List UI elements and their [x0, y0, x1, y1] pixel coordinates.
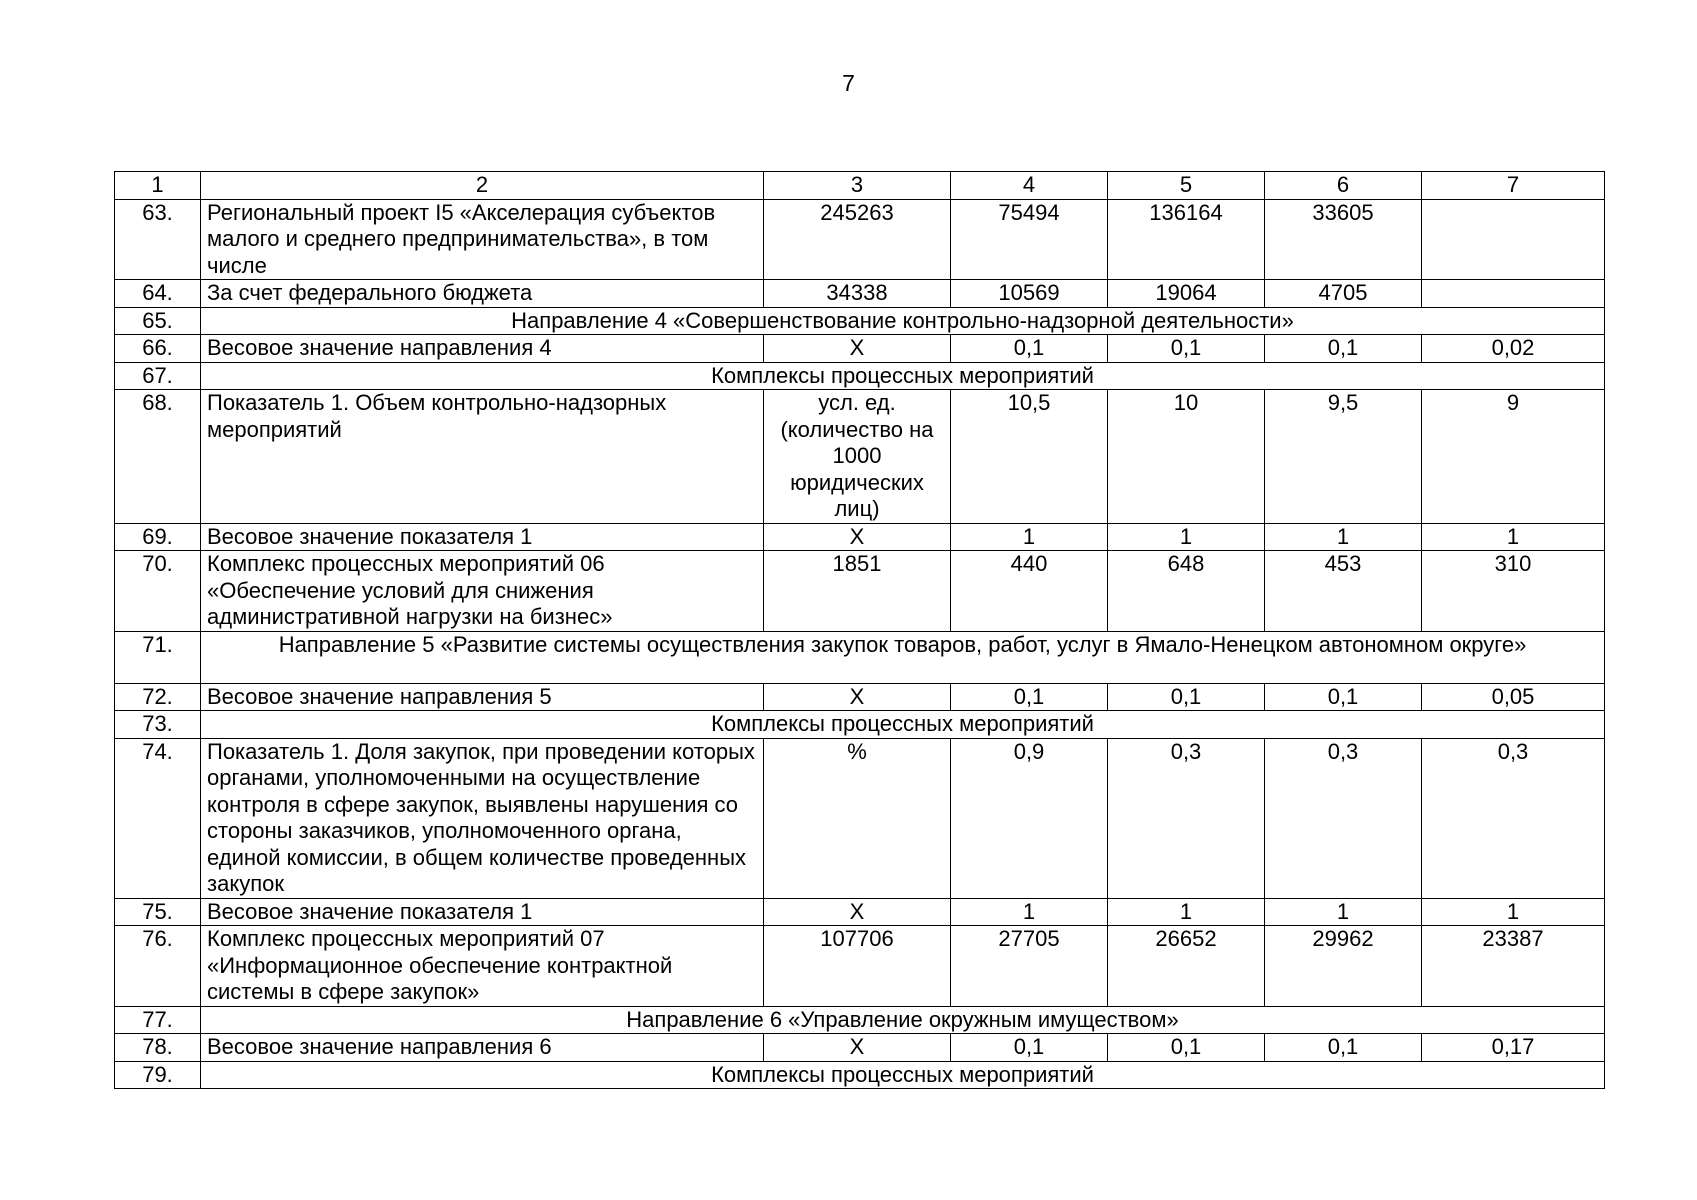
table-row [115, 199, 1605, 280]
section-title: Направление 6 «Управление окружным имуществом» [201, 1006, 1605, 1034]
row-label: Комплекс процессных мероприятий 07 «Информационное обеспечение контрактной системы в сфере закупок» [201, 926, 764, 1007]
section-row [115, 711, 1605, 739]
row-label: Показатель 1. Доля закупок, при проведении которых органами, уполномоченными на осуществление контроля в сфере закупок, выявлены нарушения со стороны заказчиков, уполномоченного органа, единой комиссии, в общем количестве проведенных закупок [201, 738, 764, 898]
value-cell: Х [764, 1034, 951, 1062]
table-row [115, 390, 1605, 524]
header-cell: 4 [951, 172, 1108, 200]
value-cell: 0,1 [1265, 683, 1422, 711]
row-label: Региональный проект I5 «Акселерация субъектов малого и среднего предпринимательства», в том числе [201, 199, 764, 280]
value-cell: 1 [1265, 898, 1422, 926]
section-title: Направление 5 «Развитие системы осуществления закупок товаров, работ, услуг в Ямало-Ненецком автономном округе» [201, 631, 1605, 683]
value-cell: 1 [1108, 898, 1265, 926]
value-cell: 0,1 [951, 335, 1108, 363]
table-row [115, 738, 1605, 898]
value-cell: 1851 [764, 551, 951, 632]
data-table [114, 171, 1605, 1089]
section-title: Направление 4 «Совершенствование контрольно-надзорной деятельности» [201, 307, 1605, 335]
value-cell: % [764, 738, 951, 898]
row-number: 69. [115, 523, 201, 551]
value-cell: 648 [1108, 551, 1265, 632]
value-cell: усл. ед. (количество на 1000 юридических лиц) [764, 390, 951, 524]
value-cell: 26652 [1108, 926, 1265, 1007]
table-row [115, 926, 1605, 1007]
value-cell: 1 [951, 523, 1108, 551]
value-cell: 310 [1422, 551, 1605, 632]
value-cell: 19064 [1108, 280, 1265, 308]
value-cell: 10569 [951, 280, 1108, 308]
table-row [115, 335, 1605, 363]
section-row [115, 307, 1605, 335]
header-cell: 5 [1108, 172, 1265, 200]
section-row [115, 362, 1605, 390]
row-number: 65. [115, 307, 201, 335]
row-number: 75. [115, 898, 201, 926]
page-number: 7 [842, 70, 855, 96]
value-cell: 1 [1265, 523, 1422, 551]
value-cell: 0,1 [1265, 1034, 1422, 1062]
row-label: Комплекс процессных мероприятий 06 «Обеспечение условий для снижения административной нагрузки на бизнес» [201, 551, 764, 632]
value-cell: 0,1 [1108, 1034, 1265, 1062]
value-cell: 453 [1265, 551, 1422, 632]
value-cell: 9 [1422, 390, 1605, 524]
row-number: 71. [115, 631, 201, 683]
value-cell: Х [764, 683, 951, 711]
header-cell: 6 [1265, 172, 1422, 200]
value-cell: 1 [951, 898, 1108, 926]
value-cell: 0,3 [1422, 738, 1605, 898]
value-cell: 0,1 [1265, 335, 1422, 363]
row-number: 76. [115, 926, 201, 1007]
value-cell: 0,1 [1108, 683, 1265, 711]
table-row [115, 523, 1605, 551]
value-cell: 29962 [1265, 926, 1422, 1007]
header-cell: 2 [201, 172, 764, 200]
row-number: 68. [115, 390, 201, 524]
value-cell: 0,1 [951, 1034, 1108, 1062]
row-label: Весовое значение показателя 1 [201, 898, 764, 926]
section-row [115, 631, 1605, 683]
row-number: 77. [115, 1006, 201, 1034]
value-cell: 245263 [764, 199, 951, 280]
value-cell: 10 [1108, 390, 1265, 524]
value-cell: 10,5 [951, 390, 1108, 524]
table-row [115, 898, 1605, 926]
row-label: Весовое значение направления 6 [201, 1034, 764, 1062]
section-title: Комплексы процессных мероприятий [201, 711, 1605, 739]
row-number: 74. [115, 738, 201, 898]
header-cell: 1 [115, 172, 201, 200]
value-cell: 9,5 [1265, 390, 1422, 524]
section-row [115, 1061, 1605, 1089]
table-row [115, 551, 1605, 632]
value-cell: 27705 [951, 926, 1108, 1007]
value-cell: Х [764, 335, 951, 363]
table-row [115, 280, 1605, 308]
value-cell: 440 [951, 551, 1108, 632]
section-title: Комплексы процессных мероприятий [201, 362, 1605, 390]
value-cell: 0,05 [1422, 683, 1605, 711]
header-cell: 3 [764, 172, 951, 200]
value-cell: 0,9 [951, 738, 1108, 898]
value-cell: 0,3 [1108, 738, 1265, 898]
value-cell: 34338 [764, 280, 951, 308]
value-cell: 1 [1422, 898, 1605, 926]
value-cell: 75494 [951, 199, 1108, 280]
table-row [115, 683, 1605, 711]
value-cell [1422, 199, 1605, 280]
row-number: 63. [115, 199, 201, 280]
value-cell: 0,17 [1422, 1034, 1605, 1062]
row-label: Весовое значение показателя 1 [201, 523, 764, 551]
header-row [115, 172, 1605, 200]
value-cell: Х [764, 898, 951, 926]
row-number: 78. [115, 1034, 201, 1062]
value-cell: 4705 [1265, 280, 1422, 308]
value-cell: Х [764, 523, 951, 551]
row-number: 79. [115, 1061, 201, 1089]
row-number: 70. [115, 551, 201, 632]
row-number: 72. [115, 683, 201, 711]
value-cell: 107706 [764, 926, 951, 1007]
section-title: Комплексы процессных мероприятий [201, 1061, 1605, 1089]
value-cell: 136164 [1108, 199, 1265, 280]
value-cell: 23387 [1422, 926, 1605, 1007]
value-cell: 0,3 [1265, 738, 1422, 898]
value-cell: 33605 [1265, 199, 1422, 280]
row-number: 73. [115, 711, 201, 739]
row-number: 66. [115, 335, 201, 363]
row-number: 67. [115, 362, 201, 390]
row-label: За счет федерального бюджета [201, 280, 764, 308]
row-label: Весовое значение направления 4 [201, 335, 764, 363]
value-cell: 0,02 [1422, 335, 1605, 363]
value-cell: 1 [1422, 523, 1605, 551]
value-cell: 1 [1108, 523, 1265, 551]
row-label: Показатель 1. Объем контрольно-надзорных мероприятий [201, 390, 764, 524]
row-number: 64. [115, 280, 201, 308]
section-row [115, 1006, 1605, 1034]
value-cell: 0,1 [1108, 335, 1265, 363]
value-cell: 0,1 [951, 683, 1108, 711]
table-row [115, 1034, 1605, 1062]
value-cell [1422, 280, 1605, 308]
header-cell: 7 [1422, 172, 1605, 200]
row-label: Весовое значение направления 5 [201, 683, 764, 711]
